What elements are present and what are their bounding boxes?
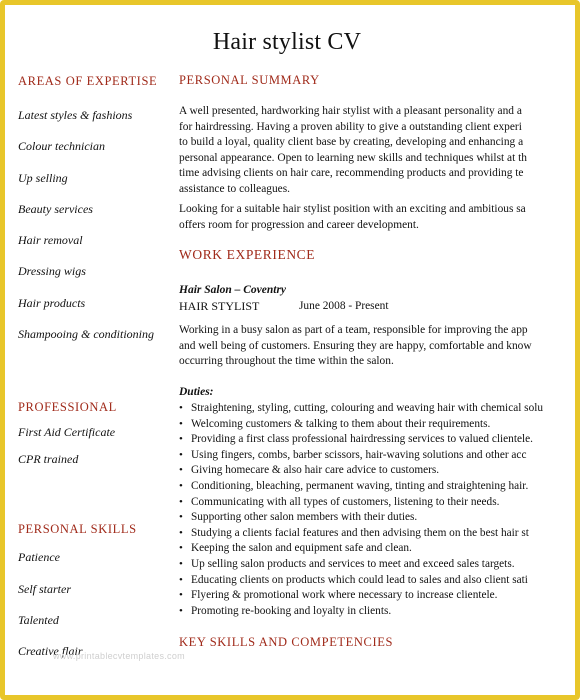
duty-item: • Communicating with all types of customers, listening to their needs. [179, 495, 543, 511]
summary-line: time advising clients on hair care, recommending products and providing te [179, 167, 524, 179]
duty-item: • Welcoming customers & talking to them about their requirements. [179, 417, 543, 433]
expertise-item: Shampooing & conditioning [18, 327, 154, 341]
duty-item: • Straightening, styling, cutting, colouring and weaving hair with chemical solu [179, 401, 543, 417]
expertise-item: Hair removal [18, 233, 83, 247]
duty-item: • Educating clients on products which could lead to sales and also client sati [179, 573, 543, 589]
expertise-item: Colour technician [18, 139, 105, 153]
expertise-item: Latest styles & fashions [18, 108, 133, 122]
summary-heading: PERSONAL SUMMARY [179, 73, 320, 87]
professional-item: First Aid Certificate [18, 425, 116, 439]
expertise-item: Up selling [18, 171, 68, 185]
expertise-item: Beauty services [18, 202, 93, 216]
skills-heading: PERSONAL SKILLS [18, 522, 137, 536]
duties-label: Duties: [179, 386, 214, 398]
objective-line: offers room for progression and career development. [179, 218, 419, 231]
objective-line: Looking for a suitable hair stylist position with an exciting and ambitious sa [179, 203, 526, 215]
expertise-heading: AREAS OF EXPERTISE [18, 74, 158, 88]
duty-item: • Flyering & promotional work where necessary to increase clientele. [179, 588, 543, 604]
cv-page [5, 5, 575, 695]
duty-item: • Up selling salon products and services to meet and exceed sales targets. [179, 557, 543, 573]
skills-item: Talented [18, 613, 59, 627]
duty-item: • Using fingers, combs, barber scissors, hair-waving solutions and other acc [179, 448, 543, 464]
summary-line: assistance to colleagues. [179, 182, 291, 195]
duty-item: • Studying a clients facial features and then advising them on the best hair st [179, 526, 543, 542]
expertise-item: Dressing wigs [18, 264, 86, 278]
objective-paragraph [179, 202, 575, 233]
professional-item: CPR trained [18, 452, 79, 466]
summary-line: to build a loyal, quality client base by creating, developing and enhancing a [179, 136, 524, 148]
duty-item: • Keeping the salon and equipment safe and clean. [179, 541, 543, 557]
job-description-line: occurring throughout the time within the salon. [179, 355, 394, 367]
duty-item: • Promoting re-booking and loyalty in clients. [179, 604, 543, 620]
duty-item: • Providing a first class professional hairdressing services to valued clientele. [179, 432, 543, 448]
job-title: HAIR STYLIST [179, 299, 260, 313]
watermark-text: www.printablecvtemplates.com [53, 651, 185, 661]
skills-item: Creative flair [18, 644, 83, 658]
key-skills-heading: KEY SKILLS AND COMPETENCIES [179, 635, 394, 649]
professional-heading: PROFESSIONAL [18, 400, 117, 414]
skills-item: Self starter [18, 582, 71, 596]
summary-line: for hairdressing. Having a proven ability to give a outstanding client experi [179, 120, 522, 133]
job-company: Hair Salon – Coventry [179, 284, 287, 296]
job-description-line: Working in a busy salon as part of a team, responsible for improving the app [179, 324, 528, 336]
job-dates: June 2008 - Present [299, 300, 389, 312]
summary-line: A well presented, hardworking hair stylist with a pleasant personality and a [179, 105, 522, 117]
duty-item: • Giving homecare & also hair care advice to customers. [179, 463, 543, 479]
work-heading: WORK EXPERIENCE [179, 247, 316, 262]
job-description-line: and well being of customers. Ensuring they are happy, comfortable and know [179, 339, 532, 352]
expertise-item: Hair products [18, 296, 86, 310]
job-description [179, 323, 575, 370]
summary-line: personal appearance. Open to learning new skills and techniques whilst at th [179, 151, 527, 164]
duties-list [179, 401, 543, 619]
skills-item: Patience [18, 550, 60, 564]
summary-paragraph [179, 104, 575, 197]
cv-title: Hair stylist CV [212, 29, 362, 55]
duty-item: • Supporting other salon members with their duties. [179, 510, 543, 526]
duty-item: • Conditioning, bleaching, permanent waving, tinting and straightening hair. [179, 479, 543, 495]
